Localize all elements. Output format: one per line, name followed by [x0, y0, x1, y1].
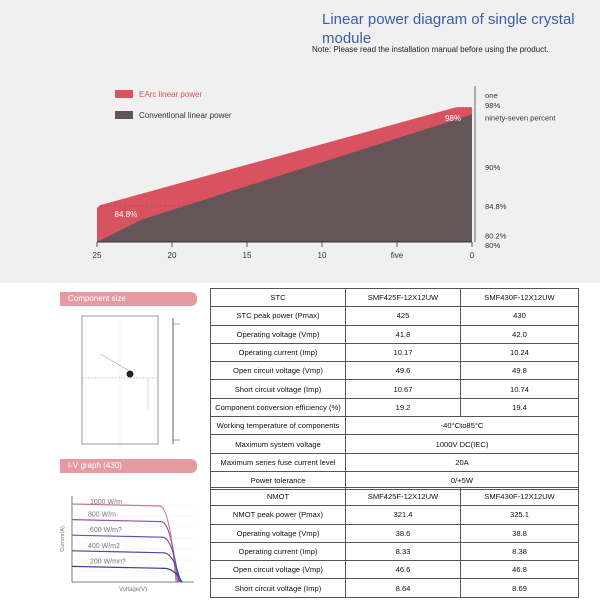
nmot-cell: 46.8: [461, 561, 579, 579]
iv-curve-label-3: 600 W/m?: [90, 527, 122, 535]
area-series-2: [97, 115, 472, 243]
stc-spec-table: [210, 288, 579, 490]
nmot-row: [211, 542, 579, 560]
stc-row: [211, 362, 579, 380]
stc-cell: SMF430F-12X12UW: [461, 289, 579, 307]
stc-cell: 41.8: [346, 325, 461, 343]
nmot-row: [211, 506, 579, 524]
nmot-cell: 321.4: [346, 506, 461, 524]
nmot-cell: 8.64: [346, 579, 461, 597]
right-axis-label-2: 98%: [485, 100, 501, 110]
right-axis-label-7: 80%: [485, 241, 501, 250]
iv-curve-label-2: 800 W/m: [88, 511, 117, 519]
stc-row: [211, 398, 579, 416]
x-tick-label-6: 0: [469, 251, 475, 260]
nmot-cell: 325.1: [461, 506, 579, 524]
stc-cell: SMF425F-12X12UW: [346, 289, 461, 307]
stc-cell: Working temperature of components: [211, 417, 346, 435]
iv-curve-5: [72, 566, 182, 582]
iv-curve-label-5: 200 W/mn?: [90, 558, 126, 566]
nmot-cell: SMF430F-12X12UW: [461, 488, 579, 506]
stc-row: [211, 343, 579, 361]
stc-cell: -40°Cto85°C: [346, 417, 579, 435]
nmot-cell: 38.6: [346, 524, 461, 542]
stc-cell: STC peak power (Pmax): [211, 307, 346, 325]
stc-cell: Maximum system voltage: [211, 435, 346, 453]
iv-curve-label-4: 400 W/m2: [88, 542, 120, 550]
stc-cell: Maximum series fuse current level: [211, 453, 346, 471]
iv-graph-tag: I-V graph (430): [60, 459, 197, 473]
power-chart-panel: [0, 0, 600, 283]
legend-swatch-2: [115, 111, 133, 119]
stc-cell: 425: [346, 307, 461, 325]
nmot-cell: Short circuit voltage (Imp): [211, 579, 346, 597]
linear-power-chart: [0, 0, 600, 283]
right-axis-label-4: 90%: [485, 163, 501, 172]
legend-swatch-1: [115, 90, 133, 98]
x-tick-label-4: 10: [317, 251, 327, 260]
stc-cell: 19.4: [461, 398, 579, 416]
nmot-spec-table: [210, 487, 579, 598]
right-axis-label-1: one: [485, 91, 498, 100]
start-value-label: 84.8%: [114, 210, 138, 219]
x-tick-label-5: five: [390, 251, 404, 260]
stc-cell: 10.67: [346, 380, 461, 398]
nmot-cell: NMOT peak power (Pmax): [211, 506, 346, 524]
nmot-cell: Operating voltage (Vmp): [211, 524, 346, 542]
nmot-cell: NMOT: [211, 488, 346, 506]
right-axis-label-6: 80.2%: [485, 231, 507, 241]
nmot-cell: 38.8: [461, 524, 579, 542]
start-marker: [95, 204, 98, 207]
stc-cell: STC: [211, 289, 346, 307]
iv-curve-label-1: 1000 W/m: [90, 499, 122, 506]
stc-cell: 42.0: [461, 325, 579, 343]
right-axis-label-3: ninety-seven percent: [485, 113, 556, 123]
stc-cell: Open circuit voltage (Vmp): [211, 362, 346, 380]
stc-row: [211, 380, 579, 398]
nmot-cell: SMF425F-12X12UW: [346, 488, 461, 506]
component-size-tag: Component size: [60, 292, 197, 306]
nmot-cell: 46.6: [346, 561, 461, 579]
right-axis-label-5: 84.8%: [485, 202, 507, 211]
stc-cell: 10.17: [346, 343, 461, 361]
stc-cell: 10.74: [461, 380, 579, 398]
stc-cell: Component conversion efficiency (%): [211, 398, 346, 416]
stc-row: [211, 325, 579, 343]
iv-y-label: Current(A): [60, 526, 66, 552]
stc-cell: Operating voltage (Vmp): [211, 325, 346, 343]
stc-cell: 19.2: [346, 398, 461, 416]
chart-note: Note: Please read the installation manual before using the product.: [312, 45, 549, 54]
x-tick-label-1: 25: [92, 251, 102, 260]
iv-x-label: Voltage(V): [118, 587, 148, 592]
nmot-header-row: [211, 488, 579, 506]
stc-cell: 0/+5W: [346, 471, 579, 489]
nmot-cell: 8.69: [461, 579, 579, 597]
legend-label-2: Conventional linear power: [139, 111, 232, 120]
iv-curve-chart: [58, 492, 208, 592]
x-tick-label-2: 20: [167, 251, 177, 260]
stc-cell: 49.6: [346, 362, 461, 380]
nmot-row: [211, 579, 579, 597]
nmot-cell: 8.33: [346, 542, 461, 560]
stc-cell: 430: [461, 307, 579, 325]
stc-header-row: [211, 289, 579, 307]
stc-row: [211, 307, 579, 325]
stc-merged-row: [211, 417, 579, 435]
nmot-row: [211, 524, 579, 542]
stc-merged-row: [211, 435, 579, 453]
nmot-cell: Open circuit voltage (Vmp): [211, 561, 346, 579]
nmot-cell: 8.38: [461, 542, 579, 560]
x-tick-label-3: 15: [242, 251, 252, 260]
end-value-label: 98%: [444, 114, 461, 123]
stc-cell: Short circuit voltage (Imp): [211, 380, 346, 398]
stc-cell: Power tolerance: [211, 471, 346, 489]
chart-title: Linear power diagram of single crystal module: [322, 11, 575, 47]
stc-cell: 20A: [346, 453, 579, 471]
stc-merged-row: [211, 453, 579, 471]
stc-cell: 49.8: [461, 362, 579, 380]
stc-cell: Operating current (Imp): [211, 343, 346, 361]
legend-label-1: EArc linear power: [139, 90, 203, 99]
nmot-cell: Operating current (Imp): [211, 542, 346, 560]
module-dimension-drawing: [78, 310, 188, 450]
stc-cell: 1000V DC(IEC): [346, 435, 579, 453]
nmot-row: [211, 561, 579, 579]
stc-cell: 10.24: [461, 343, 579, 361]
